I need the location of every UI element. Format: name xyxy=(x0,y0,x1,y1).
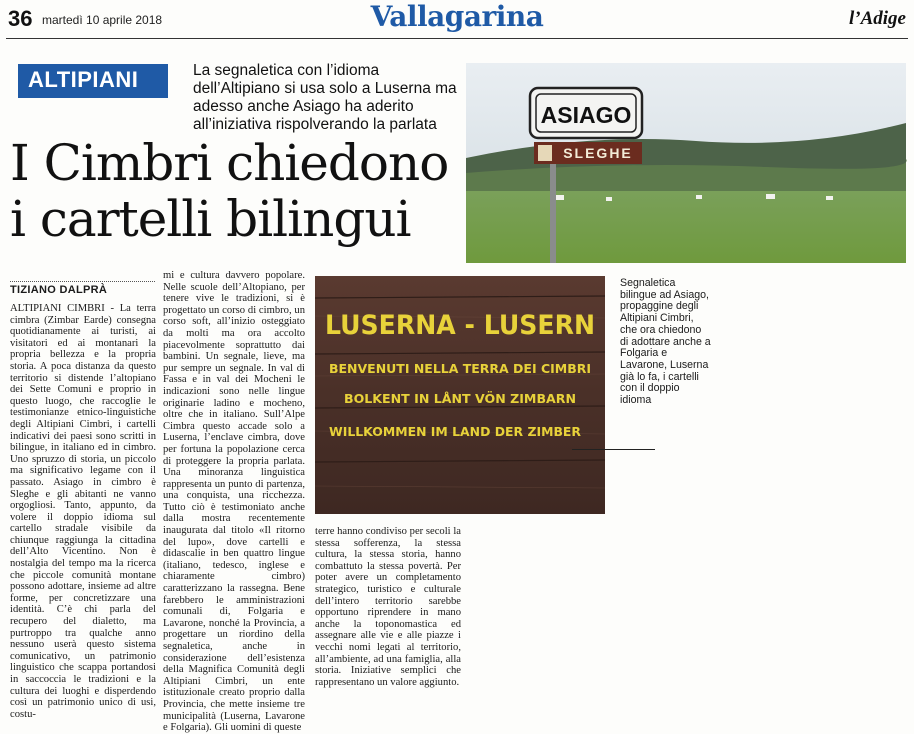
article-subhead: La segnaletica con l’idioma dell’Altipiano si usa solo a Luserna ma adesso anche Asiago ha aderito all’iniziativa rispolverando la parlata xyxy=(193,62,457,133)
article-column-3 xyxy=(315,526,461,695)
article-headline xyxy=(10,135,460,247)
column-3-text: terre hanno condiviso per secoli la stessa sofferenza, la stessa cultura, la stessa storia, hanno combattuto la stessa povertà. Per poter avere un completamento strategico, turistico e culturale dell’intero territorio sarebbe opportuno riprendere in mano anche la toponomastica ed assegnare alle vie e alle piazze i vecchi nomi legati al territorio, all’ambiente, ad una famiglia, alla storia. Iniziative semplici che rappresentano un valore aggiunto. xyxy=(315,526,461,688)
article-column-1 xyxy=(10,303,156,720)
rubric-label: ALTIPIANI xyxy=(18,64,168,98)
section-title: Vallagarina xyxy=(370,0,544,33)
photo-caption: Segnaletica bilingue ad Asiago, propaggine degli Altipiani Cimbri, che ora chiedono di adottare anche a Folgaria e Lavarone, Luserna già lo fa, i cartelli con il doppio idioma xyxy=(620,277,711,407)
headline-line-2: i cartelli bilingui xyxy=(10,190,411,248)
column-2-text: mi e cultura davvero popolare. Nelle scuole dell’Altopiano, per tenere vive le tradizioni, si è progettato un corso di cimbro, un corso soft, all’inizio osteggiato da molti ma ora accolto piacevolmente soprattutto dai bambini. Un segnale, lieve, ma pur sempre un segnale. In val di Fassa e in val dei Mocheni le indicazioni sono nelle lingue originarie ladino e mocheno, oltre che in italiano. Sull’Alpe Cimbra questo accade solo a Luserna, l’enclave cimbra, dove per fortuna la popolazione cerca di proteggere la propria parlata. Una minoranza linguistica rappresenta un punto di partenza, una conquista, una ricchezza. Tutto ciò è testimoniato anche dalla mostra recentemente inaugurata dal titolo «Il ritorno del lupo», dove cartelli e didascalie in ben quattro lingue (italiano, tedesco, inglese e chiaramente cimbro) caratterizzano la rassegna. Bene farebbero le amministrazioni comunali di, Folgaria e Lavarone, nonché la Provincia, a progettare un riordino della segnaletica, anche in considerazione dell’esistenza della Magnifica Comunità degli Altipiani Cimbri, un ente istituzionale creato proprio dalla Provincia, che mette insieme tre municipalità (Luserna, Lavarone e Folgaria). Gli uomini di queste xyxy=(163,270,305,734)
newspaper-logo: l’Adige xyxy=(849,8,906,29)
sign-asiago-text: ASIAGO xyxy=(540,102,632,128)
article-byline: TIZIANO DALPRÀ xyxy=(10,281,155,296)
page-number: 36 xyxy=(8,6,33,31)
sign-sleghe-text: SLEGHE xyxy=(563,145,633,161)
photo-luserna-sign xyxy=(315,276,605,514)
caption-pointer-line xyxy=(572,449,655,450)
article-column-2 xyxy=(163,270,305,734)
luserna-line-german: WILLKOMMEN IM LAND DER ZIMBER xyxy=(329,424,582,439)
headline-line-1: I Cimbri chiedono xyxy=(10,134,449,192)
luserna-title-text: LUSERNA - LUSERN xyxy=(325,310,595,341)
luserna-line-cimbrian: BOLKENT IN LÅNT VÖN ZIMBARN xyxy=(344,391,576,406)
page-header xyxy=(0,0,914,40)
issue-date: martedì 10 aprile 2018 xyxy=(42,13,163,27)
photo-asiago-sign xyxy=(466,63,906,263)
column-1-text: ALTIPIANI CIMBRI - La terra cimbra (Zimbar Earde) consegna quotidianamente ai turisti, ai visitatori ed ai montanari la propria bellezza e la propria storia. A poca distanza da questo territorio si distende l’altopiano dei Sette Comuni e proprio in questo luogo, che raccoglie le testimonianze etnico-linguistiche degli Altipiani Cimbri, i cartelli indicativi dei paesi sono scritti in bilingue, in italiano ed in cimbro. Uno spruzzo di storia, un piccolo ma significativo legame con il passato. Asiago in cimbro è Sleghe e gli abitanti ne vanno orgogliosi. Tanto, appunto, da volere il doppio idioma sul cartello stradale visibile da chiunque raggiunga la cittadina dell’Alto Vicentino. Non è nostalgia del tempo ma la ricerca che piccole comunità montane possono adottare, insieme ad altre forme, per concretizzare una identità. C’è chi parla del recupero del dialetto, ma purtroppo tra qualche anno nessuno userà questo sistema comunicativo, un patrimonio linguistico che scappa portandosi in saccoccia le tradizioni e la cultura dei luoghi e disperdendo così un patrimonio unico di usi, costu- xyxy=(10,303,156,720)
luserna-line-italian: BENVENUTI NELLA TERRA DEI CIMBRI xyxy=(329,361,591,376)
header-divider xyxy=(6,38,908,39)
